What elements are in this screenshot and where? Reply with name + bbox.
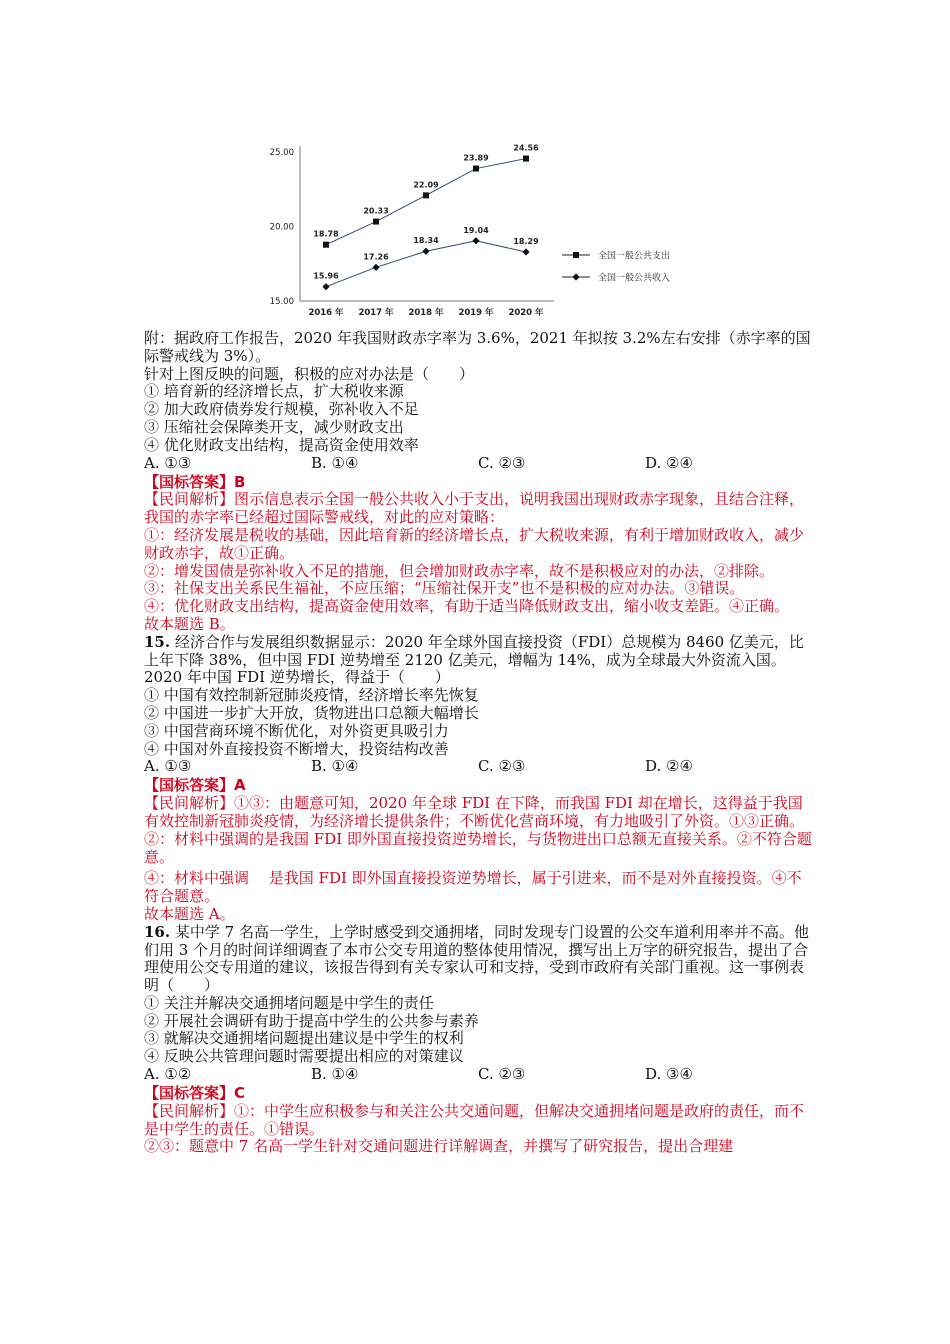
q14-analysis: ①：经济发展是税收的基础，因此培育新的经济增长点，扩大税收来源，有利于增加财政收入，减少财政赤字，故①正确。 bbox=[144, 525, 805, 562]
data-point bbox=[422, 248, 429, 255]
q16-analysis: ②③：题意中 7 名高一学生针对交通问题进行详解调查，并撰写了研究报告，提出合理建 bbox=[144, 1137, 734, 1156]
q15-item: ④ 中国对外直接投资不断增大，投资结构改善 bbox=[144, 739, 449, 758]
q15-item: ② 中国进一步扩大开放，货物进出口总额大幅增长 bbox=[144, 703, 479, 722]
line-chart bbox=[262, 132, 712, 324]
q16-analysis: 【民间解析】①：中学生应积极参与和关注公共交通问题，但解决交通拥堵问题是政府的责任，而不是中学生的责任。①错误。 bbox=[144, 1101, 805, 1138]
option-d: D. ②④ bbox=[645, 453, 693, 472]
legend-label: 全国一般公共支出 bbox=[598, 251, 671, 262]
option-c: C. ②③ bbox=[478, 1065, 526, 1084]
q16-options bbox=[144, 1066, 812, 1085]
document-body bbox=[144, 330, 812, 1156]
option-b: B. ①④ bbox=[311, 757, 359, 776]
q16-item: ③ 就解决交通拥堵问题提出建议是中学生的权利 bbox=[144, 1029, 464, 1048]
q14-item: ④ 优化财政支出结构，提高资金使用效率 bbox=[144, 435, 419, 454]
q14-analysis: ④：优化财政支出结构，提高资金使用效率，有助于适当降低财政支出，缩小收支差距。④正确。 bbox=[144, 597, 790, 616]
legend-marker bbox=[573, 252, 579, 258]
q15-answer: 【国标答案】A bbox=[144, 776, 246, 795]
q14-item: ② 加大政府债券发行规模，弥补收入不足 bbox=[144, 400, 419, 419]
q16-item: ② 开展社会调研有助于提高中学生的公共参与素养 bbox=[144, 1011, 479, 1030]
q14-item: ① 培育新的经济增长点，扩大税收来源 bbox=[144, 382, 404, 401]
chart-axes bbox=[269, 143, 554, 318]
option-a: A. ①③ bbox=[144, 757, 192, 776]
q14-analysis: ③：社保支出关系民生福祉，不应压缩；“压缩社保开支”也不是积极的应对办法。③错误。 bbox=[144, 579, 745, 598]
legend-label: 全国一般公共收入 bbox=[598, 273, 671, 284]
x-tick-label: 2018 年 bbox=[408, 308, 444, 318]
x-tick-label: 2017 年 bbox=[358, 308, 394, 318]
data-label: 22.09 bbox=[413, 180, 439, 190]
series-line bbox=[326, 159, 526, 245]
data-label: 23.89 bbox=[463, 153, 489, 163]
y-tick-label: 15.00 bbox=[269, 297, 294, 307]
data-label: 24.56 bbox=[513, 143, 539, 153]
option-b: B. ①④ bbox=[311, 1065, 359, 1084]
q15-number: 15. bbox=[144, 632, 171, 651]
data-label: 20.33 bbox=[363, 206, 389, 216]
x-tick-label: 2016 年 bbox=[308, 308, 344, 318]
data-label: 18.78 bbox=[313, 229, 339, 239]
chart-series bbox=[313, 144, 539, 291]
chart-legend bbox=[562, 250, 670, 284]
x-tick-label: 2019 年 bbox=[458, 308, 494, 318]
q16-item: ① 关注并解决交通拥堵问题是中学生的责任 bbox=[144, 993, 434, 1012]
option-d: D. ②④ bbox=[645, 757, 693, 776]
q16-answer: 【国标答案】C bbox=[144, 1084, 246, 1103]
q14-stem: 针对上图反映的问题，积极的应对办法是（ ） bbox=[144, 364, 475, 383]
data-point bbox=[322, 283, 329, 290]
q15-analysis: ②：材料中强调的是我国 FDI 即外国直接投资逆势增长，与货物进出口总额无直接关系。②不符合题意。 bbox=[144, 829, 812, 866]
option-a: A. ①③ bbox=[144, 453, 192, 472]
q14-answer: 【国标答案】B bbox=[144, 472, 246, 491]
option-c: C. ②③ bbox=[478, 453, 526, 472]
y-tick-label: 20.00 bbox=[269, 222, 294, 233]
legend-marker bbox=[572, 273, 579, 280]
data-label: 17.26 bbox=[363, 252, 389, 262]
q15-options bbox=[144, 758, 812, 777]
q14-conclusion: 故本题选 B。 bbox=[144, 614, 235, 633]
q16-item: ④ 反映公共管理问题时需要提出相应的对策建议 bbox=[144, 1047, 464, 1066]
data-label: 18.29 bbox=[513, 236, 539, 246]
option-d: D. ③④ bbox=[645, 1065, 693, 1084]
data-point bbox=[323, 242, 329, 248]
option-c: C. ②③ bbox=[478, 757, 526, 776]
data-point bbox=[473, 166, 479, 172]
q14-item: ③ 压缩社会保障类开支，减少财政支出 bbox=[144, 417, 404, 436]
q16-stem: 16. 某中学 7 名高一学生，上学时感受到交通拥堵，同时发现专门设置的公交车道利用率并不高。他们用 3 个月的时间详细调查了本市公交专用道的整体使用情况，撰写出上万字的研究报告，提出了合理使用公交专用道的建议，该报告得到有关专家认可和支持，受到市政府有关部门重视。这一事例表明（ ） bbox=[144, 922, 809, 995]
option-a: A. ①② bbox=[144, 1065, 192, 1084]
data-point bbox=[522, 248, 529, 255]
data-point bbox=[373, 219, 379, 225]
data-point bbox=[523, 156, 529, 162]
x-tick-label: 2020 年 bbox=[508, 308, 544, 318]
q14-note: 附：据政府工作报告，2020 年我国财政赤字率为 3.6%，2021 年拟按 3.2%左右安排（赤字率的国际警戒线为 3%）。 bbox=[144, 329, 811, 365]
q15-analysis: ④：材料中强调 是我国 FDI 即外国直接投资逆势增长，属于引进来，而不是对外直接投资。④不符合题意。 bbox=[144, 869, 802, 906]
q15-analysis: 【民间解析】①③：由题意可知，2020 年全球 FDI 在下降，而我国 FDI 却在增长，这得益于我国有效控制新冠肺炎疫情，为经济增长提供条件；不断优化营商环境，有力地吸引了外资。①③正确。 bbox=[144, 794, 805, 830]
q14-analysis: 【民间解析】图示信息表示全国一般公共收入小于支出，说明我国出现财政赤字现象，且结合注释，我国的赤字率已经超过国际警戒线，对此的应对策略： bbox=[144, 490, 805, 527]
data-label: 15.96 bbox=[313, 271, 339, 281]
q15-item: ③ 中国营商环境不断优化，对外资更具吸引力 bbox=[144, 721, 449, 740]
q15-stem: 15. 经济合作与发展组织数据显示：2020 年全球外国直接投资（FDI）总规模为 8460 亿美元，比上年下降 38%，但中国 FDI 逆势增至 2120 亿美元，增幅为 14%，成为全球最大外资流入国。2020 年中国 FDI 逆势增长，得益于（ ） bbox=[144, 632, 804, 687]
data-point bbox=[423, 192, 429, 198]
q15-item: ① 中国有效控制新冠肺炎疫情，经济增长率先恢复 bbox=[144, 686, 479, 705]
q16-number: 16. bbox=[144, 922, 171, 941]
data-point bbox=[472, 237, 479, 244]
option-b: B. ①④ bbox=[311, 453, 359, 472]
q15-conclusion: 故本题选 A。 bbox=[144, 904, 235, 923]
y-tick-label: 25.00 bbox=[269, 148, 294, 158]
data-label: 19.04 bbox=[463, 225, 489, 235]
data-point bbox=[372, 264, 379, 271]
q14-analysis: ②：增发国债是弥补收入不足的措施，但会增加财政赤字率，故不是积极应对的办法，②排除。 bbox=[144, 561, 775, 580]
data-label: 18.34 bbox=[413, 236, 439, 246]
q14-options bbox=[144, 455, 812, 474]
